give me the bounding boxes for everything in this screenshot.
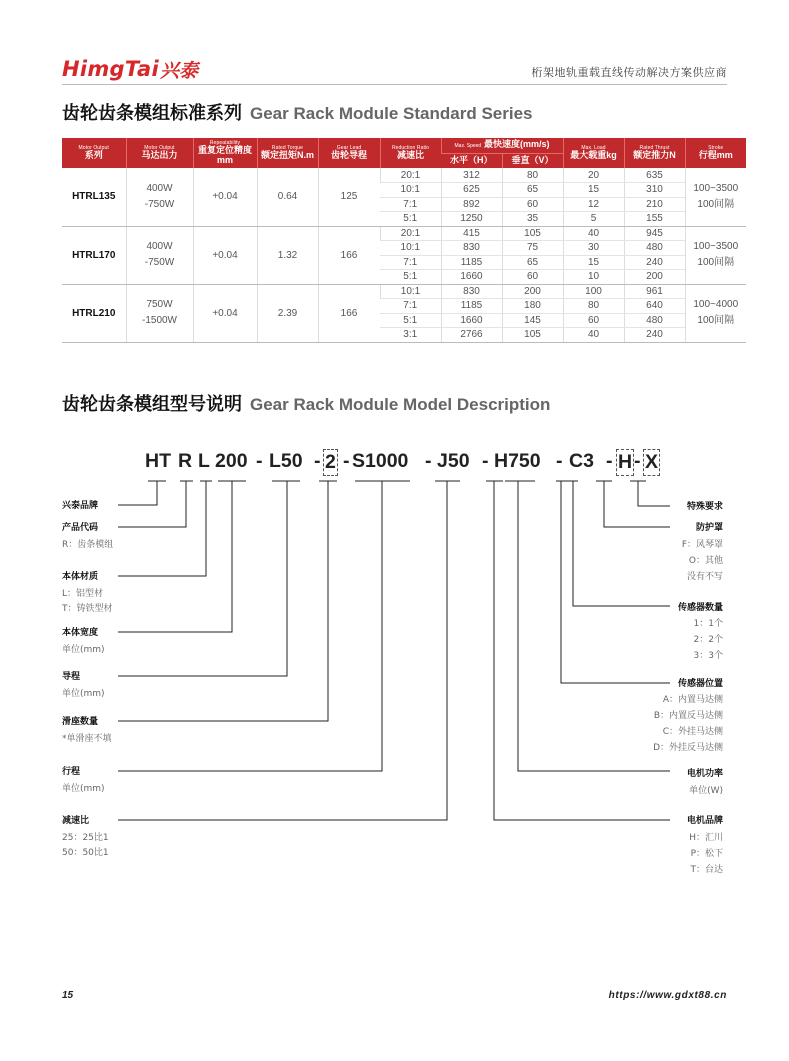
label-width-title: 本体宽度 xyxy=(62,628,99,638)
cell-speed-horizontal: 1660 xyxy=(441,270,502,285)
header-max-speed: Max. Speed 最快速度(mm/s) xyxy=(441,138,563,153)
cell-rated-thrust: 480 xyxy=(624,241,685,256)
label-motor-brand-line: H：汇川 xyxy=(689,833,723,843)
cell-rated-thrust: 635 xyxy=(624,168,685,183)
cell-speed-horizontal: 312 xyxy=(441,168,502,183)
leader-line xyxy=(118,481,212,576)
cell-reduction-ratio: 7:1 xyxy=(380,255,441,270)
cell-reduction-ratio: 10:1 xyxy=(380,284,441,299)
page-number: 15 xyxy=(62,990,74,1001)
leader-line xyxy=(118,481,166,505)
leader-line xyxy=(118,481,337,721)
cell-repeatability: +0.04 xyxy=(193,284,257,342)
cell-max-load: 10 xyxy=(563,270,624,285)
label-lead-title: 导程 xyxy=(62,672,81,682)
cell-reduction-ratio: 5:1 xyxy=(380,313,441,328)
cell-repeatability: +0.04 xyxy=(193,168,257,226)
header-rated-torque: Rated Torque 额定扭矩N.m xyxy=(257,138,318,168)
model-code-segment: L xyxy=(198,450,210,472)
cell-model: HTRL210 xyxy=(62,284,126,342)
header-stroke: Stroke 行程mm xyxy=(685,138,746,168)
cell-max-load: 15 xyxy=(563,183,624,198)
label-ratio-line: 50：50比1 xyxy=(62,848,109,858)
cell-speed-vertical: 65 xyxy=(502,183,563,198)
cell-max-load: 12 xyxy=(563,197,624,212)
cell-model: HTRL135 xyxy=(62,168,126,226)
cell-motor-output-line: 400W xyxy=(146,241,173,252)
cell-repeatability: +0.04 xyxy=(193,226,257,284)
header-speed-vertical: 垂直（V） xyxy=(502,153,563,168)
cell-reduction-ratio: 7:1 xyxy=(380,299,441,314)
cell-max-load: 80 xyxy=(563,299,624,314)
label-sensor-pos-line: C：外挂马达侧 xyxy=(662,727,723,737)
label-material-line: L：铝型材 xyxy=(62,589,104,599)
model-code-separator: - xyxy=(634,450,641,472)
cell-rated-thrust: 640 xyxy=(624,299,685,314)
header-repeatability: Repeatability 重复定位精度 mm xyxy=(193,138,257,168)
cell-rated-thrust: 240 xyxy=(624,328,685,343)
label-slider-line: *单滑座不填 xyxy=(62,734,112,744)
cell-rated-torque: 0.64 xyxy=(257,168,318,226)
cell-speed-vertical: 35 xyxy=(502,212,563,227)
cell-speed-vertical: 60 xyxy=(502,197,563,212)
label-sensor-qty-line: 1：1个 xyxy=(693,619,723,629)
model-code-segment: 2 xyxy=(323,449,338,476)
cell-rated-thrust: 945 xyxy=(624,226,685,241)
header-rated-thrust: Rated Thrust 额定推力N xyxy=(624,138,685,168)
cell-speed-vertical: 65 xyxy=(502,255,563,270)
model-code-segment: C3 xyxy=(569,450,594,472)
label-stroke-line: 单位(mm) xyxy=(62,784,105,794)
model-code-segment: 200 xyxy=(215,450,248,472)
cell-stroke-line: 100间隔 xyxy=(697,315,735,326)
label-cover-line: 没有不写 xyxy=(686,572,723,582)
brand-name-latin: HimgTai xyxy=(62,57,159,81)
leader-line xyxy=(630,481,670,506)
cell-max-load: 20 xyxy=(563,168,624,183)
leader-line xyxy=(505,481,670,771)
label-motor-power-title: 电机功率 xyxy=(686,769,723,779)
label-sensor-pos-line: A：内置马达侧 xyxy=(662,695,723,705)
label-slider-title: 滑座数量 xyxy=(62,717,99,727)
model-code-separator: - xyxy=(343,450,350,472)
cell-gear-lead: 125 xyxy=(318,168,380,226)
header-speed-horizontal: 水平（H） xyxy=(441,153,502,168)
cell-rated-thrust: 210 xyxy=(624,197,685,212)
cell-speed-vertical: 180 xyxy=(502,299,563,314)
model-code-segment: R xyxy=(178,450,193,472)
cell-speed-vertical: 105 xyxy=(502,328,563,343)
leader-line xyxy=(118,481,460,820)
model-code-separator: - xyxy=(482,450,489,472)
cell-reduction-ratio: 5:1 xyxy=(380,212,441,227)
cell-speed-horizontal: 830 xyxy=(441,284,502,299)
label-ratio-line: 25：25比1 xyxy=(62,833,109,843)
label-brand-title: 兴泰品牌 xyxy=(62,501,99,511)
model-description-title-zh: 齿轮齿条模组型号说明 xyxy=(62,394,242,415)
header-gear-lead: Gear Lead 齿轮导程 xyxy=(318,138,380,168)
cell-speed-horizontal: 2766 xyxy=(441,328,502,343)
cell-motor-output-line: -1500W xyxy=(141,315,177,326)
label-sensor-pos-line: B：内置反马达侧 xyxy=(653,711,723,721)
header-motor-output: Motor Output 马达出力 xyxy=(126,138,193,168)
cell-speed-vertical: 80 xyxy=(502,168,563,183)
cell-speed-horizontal: 1660 xyxy=(441,313,502,328)
leader-line xyxy=(118,481,193,527)
cell-motor-output-line: 400W xyxy=(146,182,173,194)
leader-line xyxy=(118,481,410,771)
cell-max-load: 60 xyxy=(563,313,624,328)
cell-speed-horizontal: 830 xyxy=(441,241,502,256)
label-product-code-line: R：齿条模组 xyxy=(62,540,114,550)
cell-max-load: 100 xyxy=(563,284,624,299)
cell-rated-thrust: 155 xyxy=(624,212,685,227)
leader-line xyxy=(118,481,300,676)
model-code-segment: L50 xyxy=(269,450,303,472)
model-code-segment: HT xyxy=(145,450,171,472)
cell-rated-torque: 1.32 xyxy=(257,226,318,284)
model-code-segment: H xyxy=(616,449,634,476)
model-code-separator: - xyxy=(256,450,263,472)
cell-stroke-line: 100~4000 xyxy=(693,299,739,310)
cell-speed-horizontal: 625 xyxy=(441,183,502,198)
model-code-segment: S1000 xyxy=(352,450,409,472)
header-reduction-ratio: Reduction Ratio 减速比 xyxy=(380,138,441,168)
label-cover-title: 防护罩 xyxy=(695,523,723,533)
label-cover-line: F：风琴罩 xyxy=(681,540,723,550)
label-product-code-title: 产品代码 xyxy=(62,523,99,533)
leader-line xyxy=(118,481,246,632)
cell-speed-vertical: 145 xyxy=(502,313,563,328)
standard-series-title-zh: 齿轮齿条模组标准系列 xyxy=(62,103,242,124)
cell-reduction-ratio: 5:1 xyxy=(380,270,441,285)
cell-stroke-line: 100~3500 xyxy=(693,241,739,252)
cell-max-load: 15 xyxy=(563,255,624,270)
label-sensor-qty-title: 传感器数量 xyxy=(677,603,723,613)
cell-speed-horizontal: 1250 xyxy=(441,212,502,227)
model-code-separator: - xyxy=(425,450,432,472)
cell-speed-horizontal: 415 xyxy=(441,226,502,241)
model-code-segment: J50 xyxy=(437,450,470,472)
cell-speed-horizontal: 1185 xyxy=(441,255,502,270)
cell-reduction-ratio: 10:1 xyxy=(380,241,441,256)
label-stroke-title: 行程 xyxy=(62,767,81,777)
cell-rated-thrust: 310 xyxy=(624,183,685,198)
standard-series-title-en: Gear Rack Module Standard Series xyxy=(250,104,533,123)
label-cover-line: O：其他 xyxy=(688,556,723,566)
company-tagline: 桁架地轨重载直线传动解决方案供应商 xyxy=(531,67,727,79)
leader-line xyxy=(486,481,670,820)
label-motor-brand-title: 电机品牌 xyxy=(686,816,723,826)
cell-stroke-line: 100间隔 xyxy=(697,257,735,268)
label-special-title: 特殊要求 xyxy=(686,502,723,512)
cell-stroke-line: 100~3500 xyxy=(693,182,739,194)
cell-max-load: 30 xyxy=(563,241,624,256)
model-description-title-en: Gear Rack Module Model Description xyxy=(250,395,551,414)
label-width-line: 单位(mm) xyxy=(62,645,105,655)
header-series: Motor Output 系列 xyxy=(62,138,126,168)
cell-rated-torque: 2.39 xyxy=(257,284,318,342)
cell-speed-horizontal: 892 xyxy=(441,197,502,212)
cell-rated-thrust: 480 xyxy=(624,313,685,328)
cell-reduction-ratio: 7:1 xyxy=(380,197,441,212)
cell-reduction-ratio: 10:1 xyxy=(380,183,441,198)
cell-rated-thrust: 200 xyxy=(624,270,685,285)
label-motor-brand-line: P：松下 xyxy=(690,849,723,859)
leader-line xyxy=(566,481,670,606)
label-motor-power-line: 单位(W) xyxy=(689,786,723,796)
cell-speed-horizontal: 1185 xyxy=(441,299,502,314)
cell-rated-thrust: 240 xyxy=(624,255,685,270)
label-material-line: T：铸铁型材 xyxy=(62,604,113,614)
cell-gear-lead: 166 xyxy=(318,226,380,284)
model-code-segment: X xyxy=(643,449,660,476)
cell-reduction-ratio: 20:1 xyxy=(380,168,441,183)
cell-speed-vertical: 60 xyxy=(502,270,563,285)
model-code-separator: - xyxy=(314,450,321,472)
cell-speed-vertical: 200 xyxy=(502,284,563,299)
model-code-separator: - xyxy=(556,450,563,472)
label-sensor-pos-title: 传感器位置 xyxy=(677,679,723,689)
cell-speed-vertical: 105 xyxy=(502,226,563,241)
header-max-load: Max. Load 最大载重kg xyxy=(563,138,624,168)
label-sensor-qty-line: 2：2个 xyxy=(693,635,723,645)
model-code-segment: H750 xyxy=(494,450,541,472)
cell-max-load: 40 xyxy=(563,328,624,343)
label-lead-line: 单位(mm) xyxy=(62,689,105,699)
cell-rated-thrust: 961 xyxy=(624,284,685,299)
leader-line xyxy=(596,481,670,527)
cell-motor-output-line: -750W xyxy=(144,257,175,268)
label-material-title: 本体材质 xyxy=(62,572,99,582)
website-url: https://www.gdxt88.cn xyxy=(608,990,727,1001)
brand-name-cjk: 兴泰 xyxy=(160,59,199,82)
cell-stroke-line: 100间隔 xyxy=(697,198,735,210)
model-code-separator: - xyxy=(606,450,613,472)
cell-motor-output-line: -750W xyxy=(144,198,175,210)
label-sensor-pos-line: D：外挂反马达侧 xyxy=(653,743,723,753)
cell-max-load: 5 xyxy=(563,212,624,227)
cell-model: HTRL170 xyxy=(62,226,126,284)
cell-gear-lead: 166 xyxy=(318,284,380,342)
label-ratio-title: 减速比 xyxy=(62,816,90,826)
cell-speed-vertical: 75 xyxy=(502,241,563,256)
cell-max-load: 40 xyxy=(563,226,624,241)
cell-motor-output-line: 750W xyxy=(146,299,173,310)
cell-reduction-ratio: 3:1 xyxy=(380,328,441,343)
cell-reduction-ratio: 20:1 xyxy=(380,226,441,241)
label-sensor-qty-line: 3：3个 xyxy=(693,651,723,661)
label-motor-brand-line: T：台达 xyxy=(690,865,723,875)
